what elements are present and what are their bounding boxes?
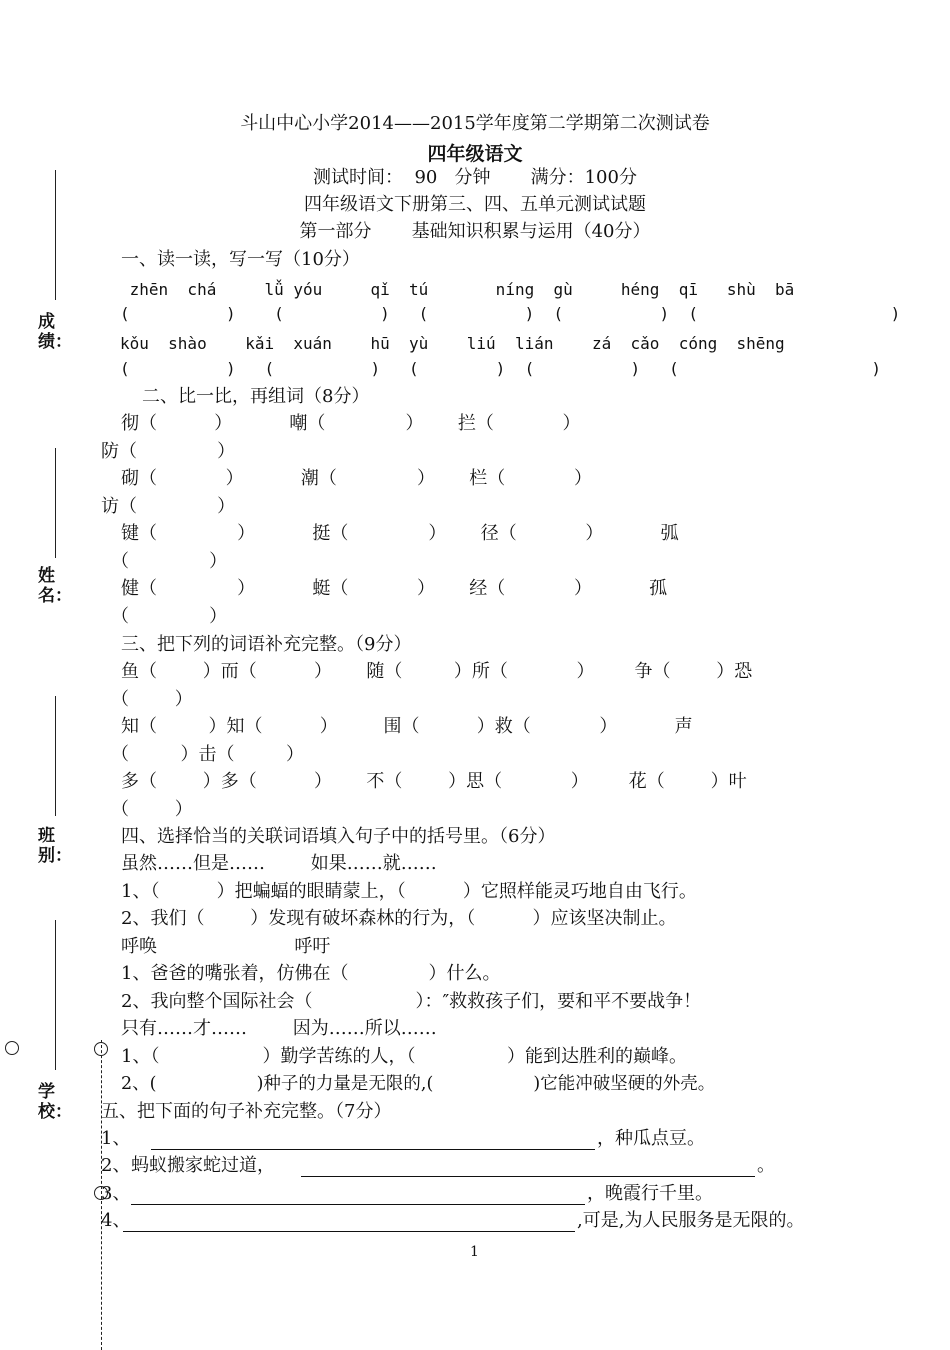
idiom-row[interactable]: 知（ ）知（ ） 围（ ）救（ ） 声 — [121, 716, 693, 737]
sentence-end: ,可是,为人民服务是无限的。 — [577, 1210, 805, 1231]
idiom-row[interactable]: （ ）击（ ） — [111, 744, 304, 765]
pinyin-row: kǒu shào kǎi xuán hū yù liú lián zá cǎo cóng shēng — [120, 334, 785, 353]
sentence-start: 蚂蚁搬家蛇过道， — [131, 1155, 275, 1176]
item-number: 2、 — [101, 1155, 131, 1176]
section3-title: 三、把下列的词语补充完整。（9分） — [121, 634, 412, 655]
item-number: 4、 — [101, 1210, 131, 1231]
compare-row[interactable]: 访（ ） — [101, 496, 236, 517]
conjunction-options: 只有……才…… 因为……所以…… — [121, 1018, 437, 1039]
binding-line — [55, 696, 56, 816]
class-label: 班别： — [38, 826, 72, 866]
school-label: 学校： — [38, 1082, 72, 1122]
word-options: 呼唤 呼吁 — [121, 936, 331, 957]
idiom-row[interactable]: （ ） — [111, 689, 193, 710]
compare-row[interactable]: 砌（ ） 潮（ ） 栏（ ） — [121, 468, 592, 489]
fill-sentence[interactable]: 1、（ ）勤学苦练的人，（ ）能到达胜利的巅峰。 — [121, 1046, 687, 1067]
compare-row[interactable]: 防（ ） — [101, 441, 236, 462]
binding-hole-icon — [5, 1041, 19, 1055]
score-label: 成绩： — [38, 312, 72, 352]
fill-sentence[interactable]: 1、（ ）把蝙蝠的眼睛蒙上，（ ）它照样能灵巧地自由飞行。 — [121, 881, 697, 902]
sentence-end: 。 — [757, 1155, 775, 1176]
answer-blank[interactable] — [301, 1176, 755, 1177]
pinyin-row: zhēn chá lǚ yóu qǐ tú níng gù héng qī shù bā — [120, 280, 795, 299]
time-score: 测试时间： 90 分钟 满分：100分 — [313, 167, 637, 188]
grade-title: 四年级语文 — [427, 143, 523, 165]
answer-brackets[interactable]: ( ) ( ) ( ) ( ) ( ) — [120, 359, 881, 378]
compare-row[interactable]: 键（ ） 挺（ ） 径（ ） 弧 — [121, 523, 679, 544]
name-label: 姓名： — [38, 566, 72, 606]
section4-title: 四、选择恰当的关联词语填入句子中的括号里。（6分） — [121, 826, 556, 847]
answer-blank[interactable] — [123, 1231, 575, 1232]
idiom-row[interactable]: 鱼（ ）而（ ） 随（ ）所（ ） 争（ ）恐 — [121, 661, 753, 682]
item-number: 3、 — [101, 1183, 131, 1204]
compare-row[interactable]: 健（ ） 蜓（ ） 经（ ） 孤 — [121, 578, 668, 599]
fill-sentence[interactable]: 2、( )种子的力量是无限的,( )它能冲破坚硬的外壳。 — [121, 1074, 716, 1094]
answer-brackets[interactable]: ( ) ( ) ( ) ( ) ( ) — [120, 304, 901, 323]
conjunction-options: 虽然……但是…… 如果……就…… — [121, 853, 437, 874]
sentence-end: ，晚霞行千里。 — [587, 1183, 713, 1204]
idiom-row[interactable]: （ ） — [111, 799, 193, 820]
section2-title: 二、比一比，再组词（8分） — [142, 386, 370, 407]
item-number: 1、 — [101, 1128, 131, 1149]
fill-sentence[interactable]: 2、我们（ ）发现有破坏森林的行为，（ ）应该坚决制止。 — [121, 908, 677, 929]
compare-row[interactable]: （ ） — [111, 551, 228, 572]
binding-line — [55, 920, 56, 1070]
fill-sentence[interactable]: 1、爸爸的嘴张着，仿佛在（ ）什么。 — [121, 963, 501, 984]
answer-blank[interactable] — [131, 1204, 585, 1205]
part-title: 第一部分 基础知识积累与运用（40分） — [299, 221, 651, 242]
compare-row[interactable]: 彻（ ） 嘲（ ） 拦（ ） — [121, 413, 581, 434]
compare-row[interactable]: （ ） — [111, 606, 228, 627]
school-title: 斗山中心小学2014——2015学年度第二学期第二次测试卷 — [240, 113, 710, 134]
fill-sentence[interactable]: 2、我向整个国际社会（ ）：″救救孩子们，要和平不要战争！ — [121, 991, 702, 1012]
idiom-row[interactable]: 多（ ）多（ ） 不（ ）思（ ） 花（ ）叶 — [121, 771, 747, 792]
sentence-end: ，种瓜点豆。 — [597, 1128, 705, 1149]
binding-line — [55, 448, 56, 558]
unit-title: 四年级语文下册第三、四、五单元测试试题 — [304, 194, 646, 215]
section1-title: 一、读一读，写一写（10分） — [121, 249, 360, 270]
page-number: 1 — [470, 1244, 479, 1260]
answer-blank[interactable] — [151, 1149, 595, 1150]
section5-title: 五、把下面的句子补充完整。（7分） — [101, 1101, 392, 1122]
